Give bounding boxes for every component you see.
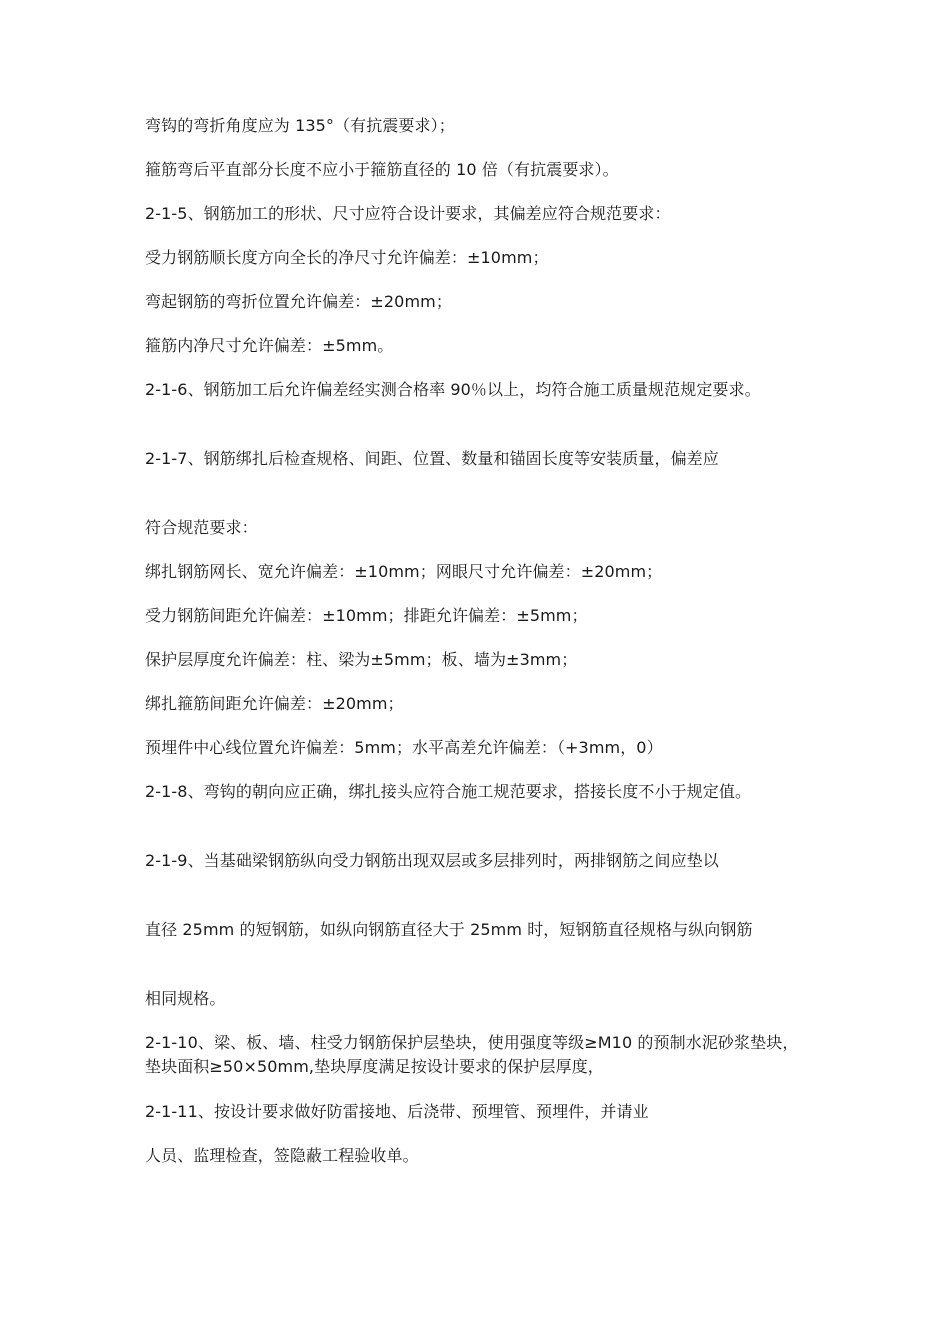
paragraph-16: 2-1-9、当基础梁钢筋纵向受力钢筋出现双层或多层排列时，两排钢筋之间应垫以: [145, 851, 719, 870]
paragraph-14: 预埋件中心线位置允许偏差：5mm；水平高差允许偏差：（+3mm，0）: [145, 738, 663, 757]
paragraph-1: 弯钩的弯折角度应为 135°（有抗震要求）；: [145, 116, 455, 135]
paragraph-3: 2-1-5、钢筋加工的形状、尺寸应符合设计要求，其偏差应符合规范要求：: [145, 204, 671, 223]
paragraph-17: 直径 25mm 的短钢筋，如纵向钢筋直径大于 25mm 时，短钢筋直径规格与纵向钢筋: [145, 920, 753, 939]
paragraph-13: 绑扎箍筋间距允许偏差：±20mm；: [145, 694, 404, 713]
paragraph-6: 箍筋内净尺寸允许偏差：±5mm。: [145, 336, 394, 355]
paragraph-18: 相同规格。: [145, 989, 226, 1008]
paragraph-19: 2-1-10、梁、板、墙、柱受力钢筋保护层垫块，使用强度等级≥M10 的预制水泥砂浆垫块，垫块面积≥50×50mm,垫块厚度满足按设计要求的保护层厚度，: [145, 1033, 799, 1076]
paragraph-10: 绑扎钢筋网长、宽允许偏差：±10mm；网眼尺寸允许偏差：±20mm；: [145, 562, 663, 581]
paragraph-2: 箍筋弯后平直部分长度不应小于箍筋直径的 10 倍（有抗震要求）。: [145, 160, 619, 179]
paragraph-21: 人员、监理检查，签隐蔽工程验收单。: [145, 1146, 419, 1165]
paragraph-20: 2-1-11、按设计要求做好防雷接地、后浇带、预埋管、预埋件，并请业: [145, 1102, 649, 1121]
paragraph-7: 2-1-6、钢筋加工后允许偏差经实测合格率 90％以上，均符合施工质量规范规定要求。: [145, 380, 761, 399]
paragraph-15: 2-1-8、弯钩的朝向应正确，绑扎接头应符合施工规范要求，搭接长度不小于规定值。: [145, 782, 752, 801]
paragraph-9: 符合规范要求：: [145, 518, 258, 537]
paragraph-5: 弯起钢筋的弯折位置允许偏差：±20mm；: [145, 292, 452, 311]
paragraph-8: 2-1-7、钢筋绑扎后检查规格、间距、位置、数量和锚固长度等安装质量，偏差应: [145, 449, 719, 468]
paragraph-4: 受力钢筋顺长度方向全长的净尺寸允许偏差：±10mm；: [145, 248, 549, 267]
paragraph-11: 受力钢筋间距允许偏差：±10mm；排距允许偏差：±5mm；: [145, 606, 588, 625]
paragraph-12: 保护层厚度允许偏差：柱、梁为±5mm；板、墙为±3mm；: [145, 650, 578, 669]
